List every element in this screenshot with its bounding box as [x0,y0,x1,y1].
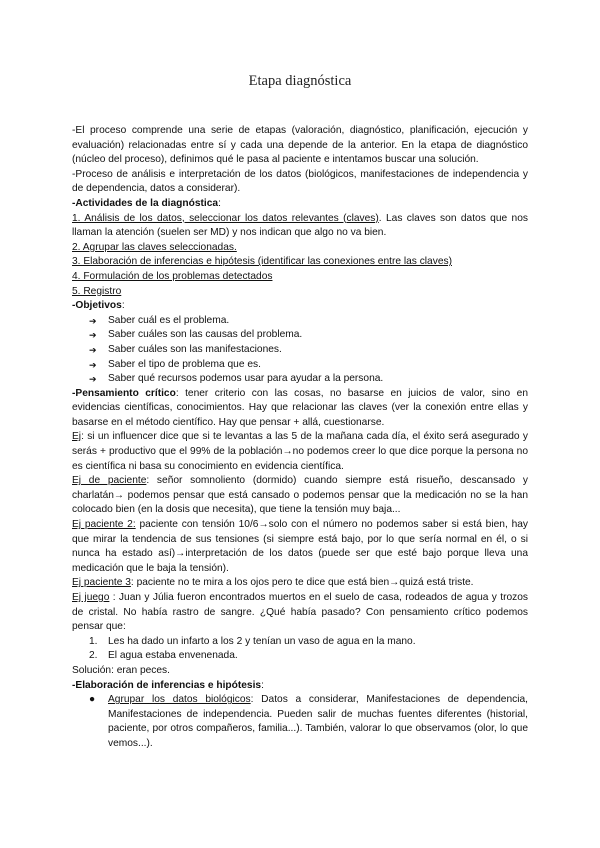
list-number: 2. [89,650,98,662]
ejemplo-text: paciente con tensión 10/6→solo con el número no podemos saber si está bien, hay que mirar la tendencia de sus tensiones (si siempre está bajo, por lo que sería normal en él, o si nunca ha estado así)→interpretación de los datos (puede ser que esté bajo porque lleva una medicación que le baja la tensión). [72,519,528,574]
page-title: Etapa diagnóstica [248,73,352,89]
juego-list-item [72,635,528,650]
solucion-text: Solución: eran peces. [72,664,170,676]
objetivo-text: Saber cuáles son las causas del problema. [108,329,303,341]
actividad-2[interactable] [72,241,528,256]
elaboracion-heading-text: -Elaboración de inferencias e hipótesis [72,679,262,691]
ejemplo-label: Ej [72,431,82,443]
ejemplo-text: : señor somnoliento (dormido) cuando siempre está risueño, descansado y charlatán→ podemos pensar que está cansado o podemos pensar que la medicación no se la han colocado bien (en la dosis que necesita), que tiene la tensión muy baja... [72,475,528,516]
ejemplo-label: Ej de paciente [72,475,147,487]
pensamiento-heading: -Pensamiento crítico [72,387,176,399]
ejemplo-text: : Juan y Júlia fueron encontrados muertos en el suelo de casa, rodeados de agua y trozos de cristal. No había rastro de sangre. ¿Qué había pasado? Con pensamiento crítico podemos pensar que: [72,592,528,633]
list-number: 1. [89,635,98,647]
bullet-dot-icon: ● [89,694,96,706]
objetivo-item [72,372,528,387]
elaboracion-bullet-link: Agrupar los datos biológicos [108,694,251,706]
ejemplo-label: Ej paciente 2: [72,519,136,531]
actividades-colon: : [218,197,221,209]
juego-item-text: El agua estaba envenenada. [108,650,238,662]
ejemplo-paragraph [72,518,528,576]
ejemplo-paragraph [72,474,528,518]
actividad-5-link[interactable]: 5. Registro [72,285,122,297]
ejemplo-paragraph [72,591,528,635]
actividades-heading-text: -Actividades de la diagnóstica [72,197,219,209]
objetivo-text: Saber cuáles son las manifestaciones. [108,343,282,355]
objetivo-item [72,343,528,358]
objetivo-text: Saber el tipo de problema que es. [108,358,261,370]
actividad-2-link[interactable]: 2. Agrupar las claves seleccionadas. [72,241,237,253]
actividad-3-link[interactable]: 3. Elaboración de inferencias e hipótesis (identificar las conexiones entre las claves) [72,256,452,268]
elaboracion-bullet-text: : Datos a considerar, Manifestaciones de dependencia, Manifestaciones de independencia. Pueden salir de muchas fuentes diferentes (historial, paciente, por otros compañeros, familia...). También, valorar lo que observamos (olor, lo que vemos...). [108,694,528,749]
objetivos-colon: : [121,300,125,312]
actividad-4-link[interactable]: 4. Formulación de los problemas detectados [72,270,273,282]
objetivos-heading [72,299,528,314]
intro-paragraph: -El proceso comprende una serie de etapas (valoración, diagnóstico, planificación, ejecución y evaluación) relacionadas entre sí y cada una depende de la anterior. En la etapa de diagnóstico (núcleo del proceso), definimos qué le pasa al paciente e intentamos buscar una solución. [72,125,528,166]
objetivo-text: Saber cuál es el problema. [108,314,230,326]
actividad-1-text: . Las claves son datos que nos llaman la atención (suelen ser MD) y nos indican que algo no va bien. [72,212,528,239]
arrow-bullet-icon: ➔ [89,359,97,370]
ejemplo-text: : si un influencer dice que si te levantas a las 5 de la mañana cada día, el éxito será asegurado y serás + productivo que el 99% de la población→no podemos creer lo que dice porque la persona no es científica ni basa su conocimiento en evidencia científica. [72,431,528,472]
actividad-3[interactable] [72,255,528,270]
document-body [72,124,528,752]
arrow-bullet-icon: ➔ [89,315,97,326]
ejemplo-label: Ej juego [72,592,110,603]
juego-item-text: Les ha dado un infarto a los 2 y tenían un vaso de agua en la mano. [108,635,416,647]
elaboracion-colon: : [261,679,264,691]
ejemplo-label: Ej paciente 3 [72,577,131,589]
actividad-1 [72,212,528,241]
process-paragraph: -Proceso de análisis e interpretación de los datos (biológicos, manifestaciones de independencia y de dependencia, datos a considerar). [72,168,528,195]
actividad-1-link[interactable]: 1. Análisis de los datos, seleccionar los datos relevantes (claves) [72,212,379,224]
elaboracion-bullet-item [72,693,528,751]
pensamiento-paragraph [72,387,528,431]
pensamiento-text: : tener criterio con las cosas, no basarse en juicios de valor, sino en evidencias científicas, conocimientos. Hay que relacionar las claves (ver la conexión entre ellas y basarse en el método científico. Hay que pensar + allá, cuestionarse. [72,387,528,428]
ejemplo-paragraph [72,576,528,591]
actividad-5[interactable] [72,285,528,300]
arrow-bullet-icon: ➔ [89,330,97,341]
actividades-heading [72,197,528,212]
objetivos-heading-text: -Objetivos [72,300,122,312]
objetivo-item [72,358,528,373]
juego-list-item [72,649,528,664]
elaboracion-heading [72,679,528,694]
objetivo-item [72,328,528,343]
arrow-bullet-icon: ➔ [89,344,97,355]
arrow-bullet-icon: ➔ [89,374,97,385]
actividad-4[interactable] [72,270,528,285]
ejemplo-paragraph [72,430,528,474]
objetivo-item [72,314,528,329]
objetivo-text: Saber qué recursos podemos usar para ayudar a la persona. [108,373,384,385]
ejemplo-text: : paciente no te mira a los ojos pero te dice que está bien→quizá está triste. [130,577,474,589]
